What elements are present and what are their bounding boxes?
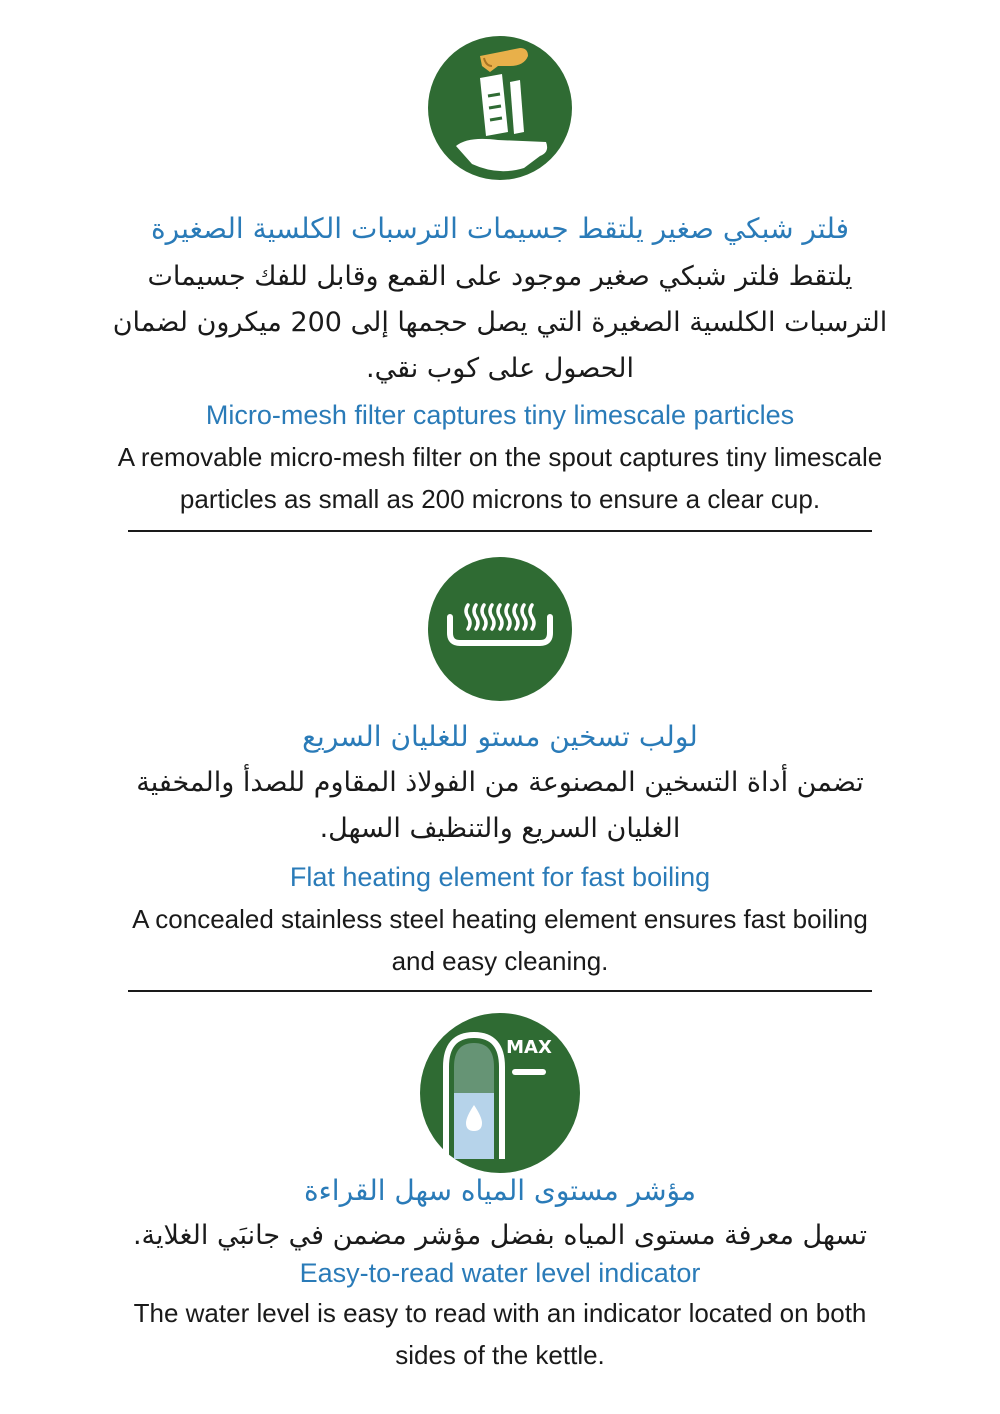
feature-ar-body: يلتقط فلتر شبكي صغير موجود على القمع وقابل للفك جسيمات الترسبات الكلسية الصغيرة التي يصل حجمها إلى 200 ميكرون لضمان الحصول على كوب نقي. [112,261,888,384]
section-divider [128,530,872,532]
feature-ar-title: لولب تسخين مستو للغليان السريع [302,720,698,753]
feature-en-body: A concealed stainless steel heating element ensures fast boiling and easy cleaning. [132,904,868,976]
feature-en-title: Easy-to-read water level indicator [299,1258,701,1288]
feature-ar-body: تسهل معرفة مستوى المياه بفضل مؤشر مضمن في جانبَي الغلاية. [132,1220,868,1251]
feature-en-title: Micro-mesh filter captures tiny limescale particles [205,400,795,430]
section-divider [128,990,872,992]
feature-en-body: The water level is easy to read with an indicator located on both sides of the kettle. [133,1298,867,1370]
feature-ar-title: فلتر شبكي صغير يلتقط جسيمات الترسبات الكلسية الصغيرة [151,212,849,245]
heating-element-icon [428,557,572,701]
feature-ar-body: تضمن أداة التسخين المصنوعة من الفولاذ المقاوم للصدأ والمخفية الغليان السريع والتنظيف السهل. [136,767,864,844]
water-level-icon [420,1013,580,1173]
feature-en-body: A removable micro-mesh filter on the spout captures tiny limescale particles as small as 200 microns to ensure a clear cup. [117,442,883,514]
feature-ar-title: مؤشر مستوى المياه سهل القراءة [303,1174,697,1207]
feature-en-title: Flat heating element for fast boiling [289,862,711,892]
max-label: MAX [506,1037,552,1058]
filter-hand-icon [428,36,572,180]
